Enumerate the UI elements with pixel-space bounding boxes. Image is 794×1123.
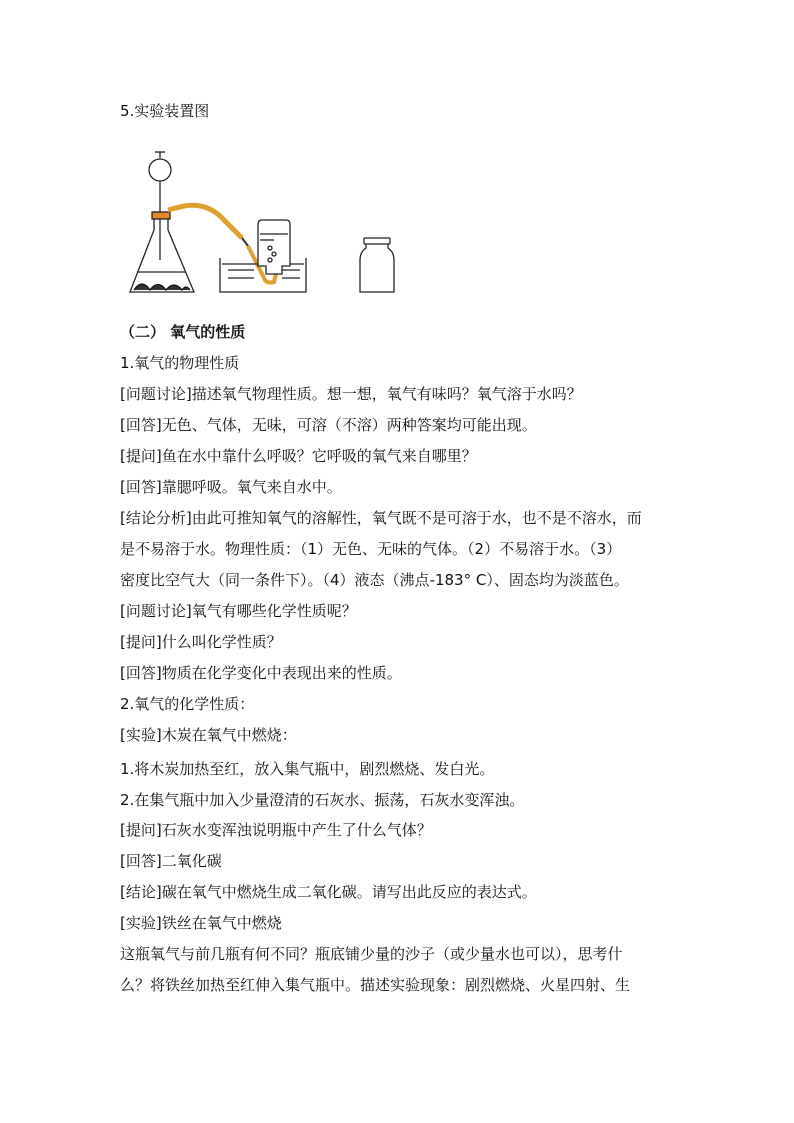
text-line: 这瓶氧气与前几瓶有何不同？瓶底铺少量的沙子（或少量水也可以），思考什 xyxy=(120,945,623,963)
text-line: [实验]铁丝在氧气中燃烧 xyxy=(120,914,282,932)
text-line: [回答]无色、气体，无味，可溶（不溶）两种答案均可能出现。 xyxy=(120,416,537,434)
text-line: [回答]靠腮呼吸。氧气来自水中。 xyxy=(120,478,342,496)
text-line: 2.氧气的化学性质： xyxy=(120,695,255,713)
text-line: 2.在集气瓶中加入少量澄清的石灰水、振荡，石灰水变浑浊。 xyxy=(120,791,525,809)
text-line: [提问]什么叫化学性质？ xyxy=(120,633,282,651)
section-heading: （二） 氧气的性质 xyxy=(120,323,246,341)
text-line: [提问]鱼在水中靠什么呼吸？它呼吸的氧气来自哪里？ xyxy=(120,447,477,465)
conical-flask xyxy=(130,212,194,292)
text-line: [结论]碳在氧气中燃烧生成二氧化碳。请写出此反应的表达式。 xyxy=(120,883,537,901)
text-line: [问题讨论]氧气有哪些化学性质呢？ xyxy=(120,602,357,620)
text-line: 1.氧气的物理性质 xyxy=(120,354,240,372)
text-line: 1.将木炭加热至红，放入集气瓶中，剧烈燃烧、发白光。 xyxy=(120,760,495,778)
text-line: [回答]物质在化学变化中表现出来的性质。 xyxy=(120,664,402,682)
text-line: [结论分析]由此可推知氧气的溶解性，氧气既不是可溶于水，也不是不溶水，而 xyxy=(120,509,642,527)
apparatus-diagram xyxy=(124,150,414,302)
gas-jar xyxy=(360,238,394,292)
text-line: [提问]石灰水变浑浊说明瓶中产生了什么气体？ xyxy=(120,821,432,839)
text-line: [问题讨论]描述氧气物理性质。想一想，氧气有味吗？氧气溶于水吗？ xyxy=(120,385,582,403)
text-line: [回答]二氧化碳 xyxy=(120,852,222,870)
gas-collection-bottle xyxy=(258,220,290,274)
text-line: 是不易溶于水。物理性质：（1）无色、无味的气体。（2）不易溶于水。（3） xyxy=(120,540,622,558)
text-line: 么？将铁丝加热至红伸入集气瓶中。描述实验现象：剧烈燃烧、火星四射、生 xyxy=(120,976,631,994)
section-title: 5.实验装置图 xyxy=(120,102,210,120)
separatory-funnel xyxy=(149,152,171,260)
text-line: [实验]木炭在氧气中燃烧： xyxy=(120,726,297,744)
text-line: 密度比空气大（同一条件下）。（4）液态（沸点-183° C）、固态均为淡蓝色。 xyxy=(120,571,629,589)
